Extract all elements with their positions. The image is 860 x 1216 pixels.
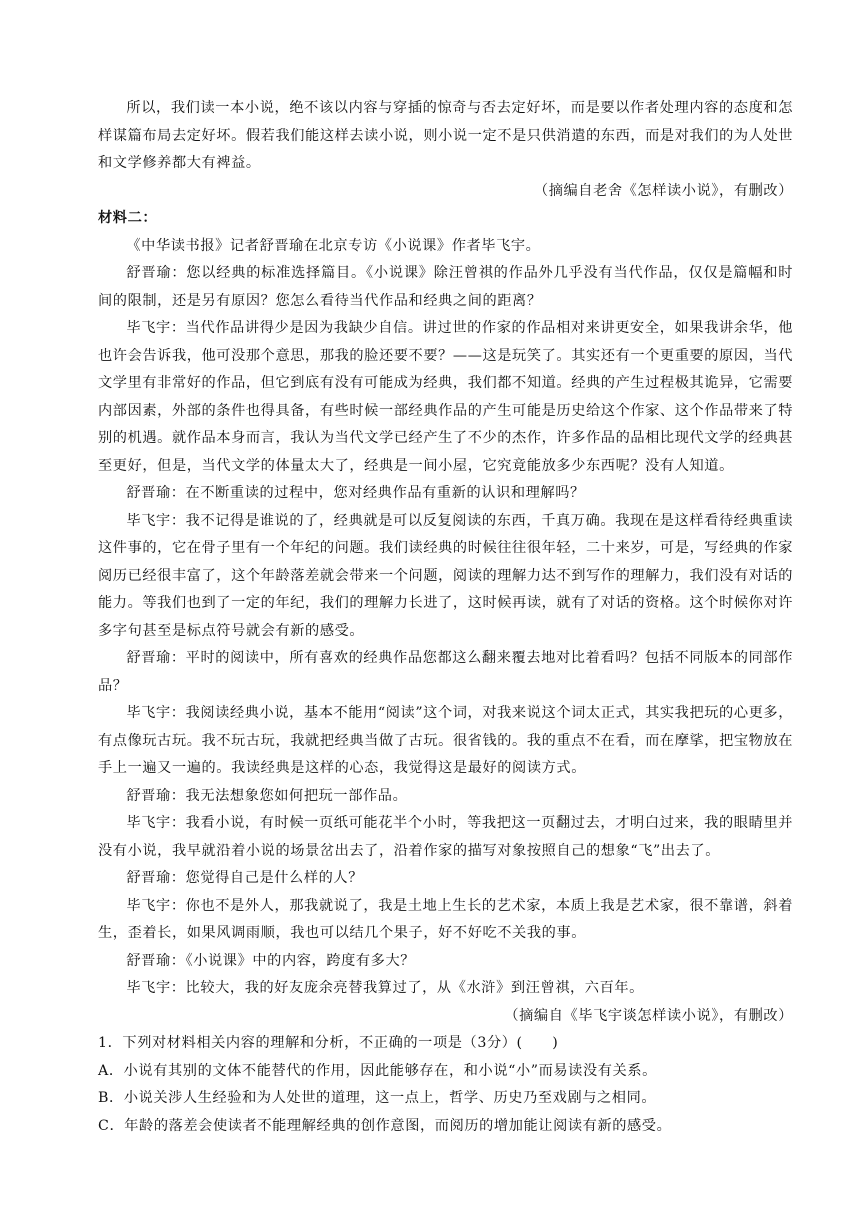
question-option-a: A．小说有其别的文体不能替代的作用，因此能够存在，和小说“小”而易读没有关系。: [98, 1062, 657, 1079]
interview-answer: 毕飞宇：比较大，我的好友庞余亮替我算过了，从《水浒》到汪曾祺，六百年。: [126, 980, 644, 996]
material-two-heading: 材料二：: [98, 210, 158, 226]
interview-answer: 毕飞宇：当代作品讲得少是因为我缺少自信。讲过世的作家的作品相对来讲更安全，如果我讲余华，他也许会告诉我，他可没那个意思，那我的脸还要不要？——这是玩笑了。其实还有一个更重要的原因，当代文学里有非常好的作品，但它到底有没有可能成为经典，我们都不知道。经典的产生过程极其诡异，它需要内部因素，外部的条件也得具备，有些时候一部经典作品的产生可能是历史给这个作家、这个作品带来了特别的机遇。就作品本身而言，我认为当代文学已经产生了不少的杰作，许多作品的品相比现代文学的经典甚至更好，但是，当代文学的体量太大了，经典是一间小屋，它究竟能放多少东西呢？没有人知道。: [98, 320, 794, 474]
interview-answer: 毕飞宇：我看小说，有时候一页纸可能花半个小时，等我把这一页翻过去，才明白过来，我的眼睛里并没有小说，我早就沿着小说的场景岔出去了，沿着作家的描写对象按照自己的想象“飞”出去了。: [98, 815, 793, 859]
question-stem: 1．下列对材料相关内容的理解和分析，不正确的一项是（3分）( ): [98, 1035, 559, 1051]
interview-question: 舒晋瑜：平时的阅读中，所有喜欢的经典作品您都这么翻来覆去地对比着看吗？包括不同版本的同部作品？: [98, 650, 793, 694]
interview-question: 舒晋瑜：您觉得自己是什么样的人？: [126, 870, 363, 886]
paragraph-material-one-ending: 所以，我们读一本小说，绝不该以内容与穿插的惊奇与否去定好坏，而是要以作者处理内容的态度和怎样谋篇布局去定好坏。假若我们能这样去读小说，则小说一定不是只供消遣的东西，而是对我们的为人处世和文学修养都大有裨益。: [98, 100, 794, 171]
interview-answer: 毕飞宇：我不记得是谁说的了，经典就是可以反复阅读的东西，千真万确。我现在是这样看待经典重读这件事的，它在骨子里有一个年纪的问题。我们读经典的时候往往很年轻，二十来岁，可是，写经典的作家阅历已经很丰富了，这个年龄落差就会带来一个问题，阅读的理解力达不到写作的理解力，我们没有对话的能力。等我们也到了一定的年纪，我们的理解力长进了，这时候再读，就有了对话的资格。这个时候你对许多字句甚至是标点符号就会有新的感受。: [98, 512, 794, 639]
source-citation-one: （摘编自老舍《怎样读小说》，有删改）: [533, 182, 793, 199]
source-citation-two: （摘编自《毕飞宇谈怎样读小说》，有删改）: [504, 1007, 793, 1024]
interview-answer: 毕飞宇：我阅读经典小说，基本不能用“阅读”这个词，对我来说这个词太正式，其实我把玩的心更多，有点像玩古玩。我不玩古玩，我就把经典当做了古玩。很省钱的。我的重点不在看，而在摩挲，把宝物放在手上一遍又一遍的。我读经典是这样的心态，我觉得这是最好的阅读方式。: [98, 705, 794, 776]
question-option-c: C．年龄的落差会使读者不能理解经典的创作意图，而阅历的增加能让阅读有新的感受。: [98, 1117, 672, 1134]
interview-question: 舒晋瑜：我无法想象您如何把玩一部作品。: [126, 787, 408, 804]
interview-answer: 毕飞宇：你也不是外人，那我就说了，我是土地上生长的艺术家，本质上我是艺术家，很不靠谱，斜着生，歪着长，如果风调雨顺，我也可以结几个果子，好不好吃不关我的事。: [98, 897, 793, 941]
interview-question: 舒晋瑜：《小说课》中的内容，跨度有多大？: [126, 952, 416, 969]
question-option-b: B．小说关涉人生经验和为人处世的道理，这一点上，哲学、历史乃至戏剧与之相同。: [98, 1090, 657, 1106]
interview-question: 舒晋瑜：您以经典的标准选择篇目。《小说课》除汪曾祺的作品外几乎没有当代作品，仅仅是篇幅和时间的限制，还是另有原因？您怎么看待当代作品和经典之间的距离？: [98, 265, 793, 309]
document-body: [98, 95, 793, 1140]
interview-question: 舒晋瑜：在不断重读的过程中，您对经典作品有重新的认识和理解吗？: [126, 485, 585, 501]
paragraph-intro: 《中华读书报》记者舒晋瑜在北京专访《小说课》作者毕飞宇。: [126, 237, 541, 254]
